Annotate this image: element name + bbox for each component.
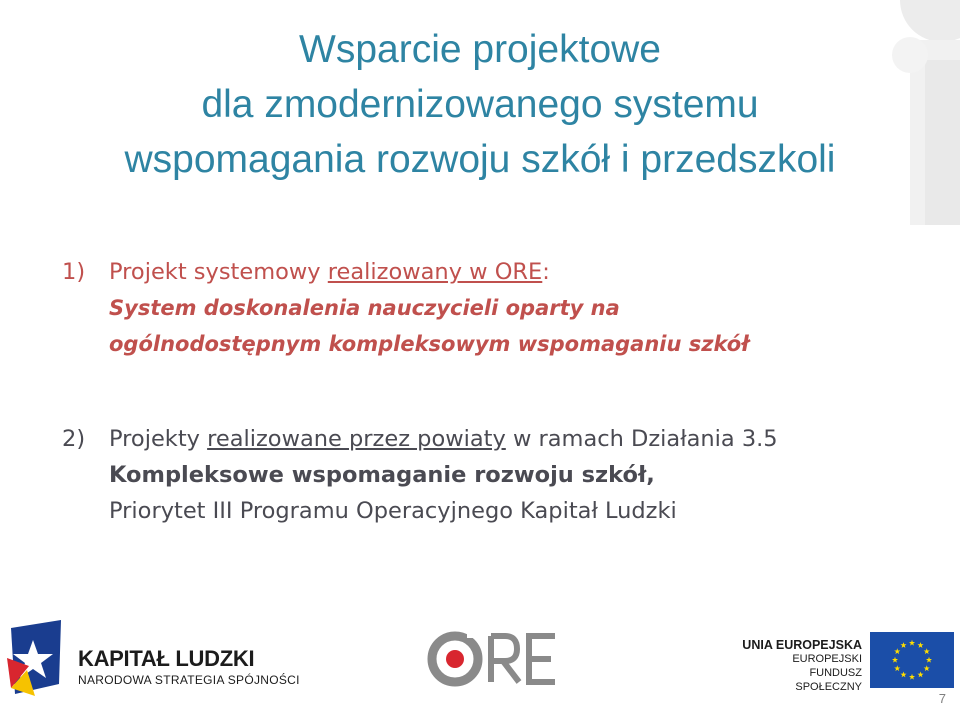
- item2-bold-line: Kompleksowe wspomaganie rozwoju szkół,: [109, 462, 655, 488]
- eu-line-3: FUNDUSZ SPOŁECZNY: [795, 667, 862, 693]
- item1-post-text: :: [542, 259, 550, 285]
- item1-heading: [62, 254, 749, 290]
- item1-number: 1): [62, 259, 86, 285]
- item2-link[interactable]: realizowane przez powiaty: [207, 426, 506, 452]
- title-line-2: dla zmodernizowanego systemu: [201, 83, 759, 126]
- eu-logo-text: [740, 638, 862, 694]
- list-item-2: [62, 421, 778, 529]
- item2-post-text: w ramach Działania 3.5: [505, 426, 778, 452]
- title-line-1: Wsparcie projektowe: [299, 28, 661, 71]
- eu-line-1: UNIA EUROPEJSKA: [742, 638, 862, 652]
- item2-heading: [62, 421, 778, 457]
- title-line-3: wspomagania rozwoju szkół i przedszkoli: [124, 138, 836, 181]
- kapital-ludzki-logo: [78, 646, 300, 688]
- item1-italic-line-1: System doskonalenia nauczycieli oparty na: [109, 296, 620, 320]
- kapital-ludzki-subtitle: NARODOWA STRATEGIA SPÓJNOŚCI: [78, 673, 300, 687]
- item2-pre-text: Projekty: [109, 426, 208, 452]
- item1-italic-line-2: ogólnodostępnym kompleksowym wspomaganiu szkół: [109, 332, 750, 356]
- eu-flag-icon: [870, 632, 954, 688]
- footer-logos: [0, 610, 960, 708]
- item1-pre-text: Projekt systemowy: [109, 259, 328, 285]
- list-item-1: [62, 254, 749, 362]
- item2-line-3: Priorytet III Programu Operacyjnego Kapitał Ludzki: [109, 498, 677, 524]
- item2-number: 2): [62, 426, 86, 452]
- kapital-ludzki-title: KAPITAŁ LUDZKI: [78, 646, 255, 671]
- kapital-ludzki-star-icon: [5, 618, 65, 698]
- eu-line-2: EUROPEJSKI: [792, 653, 862, 665]
- page-number: 7: [938, 691, 946, 706]
- item1-link[interactable]: realizowany w ORE: [327, 259, 543, 285]
- ore-logo: [425, 624, 565, 694]
- slide-title: [0, 22, 960, 187]
